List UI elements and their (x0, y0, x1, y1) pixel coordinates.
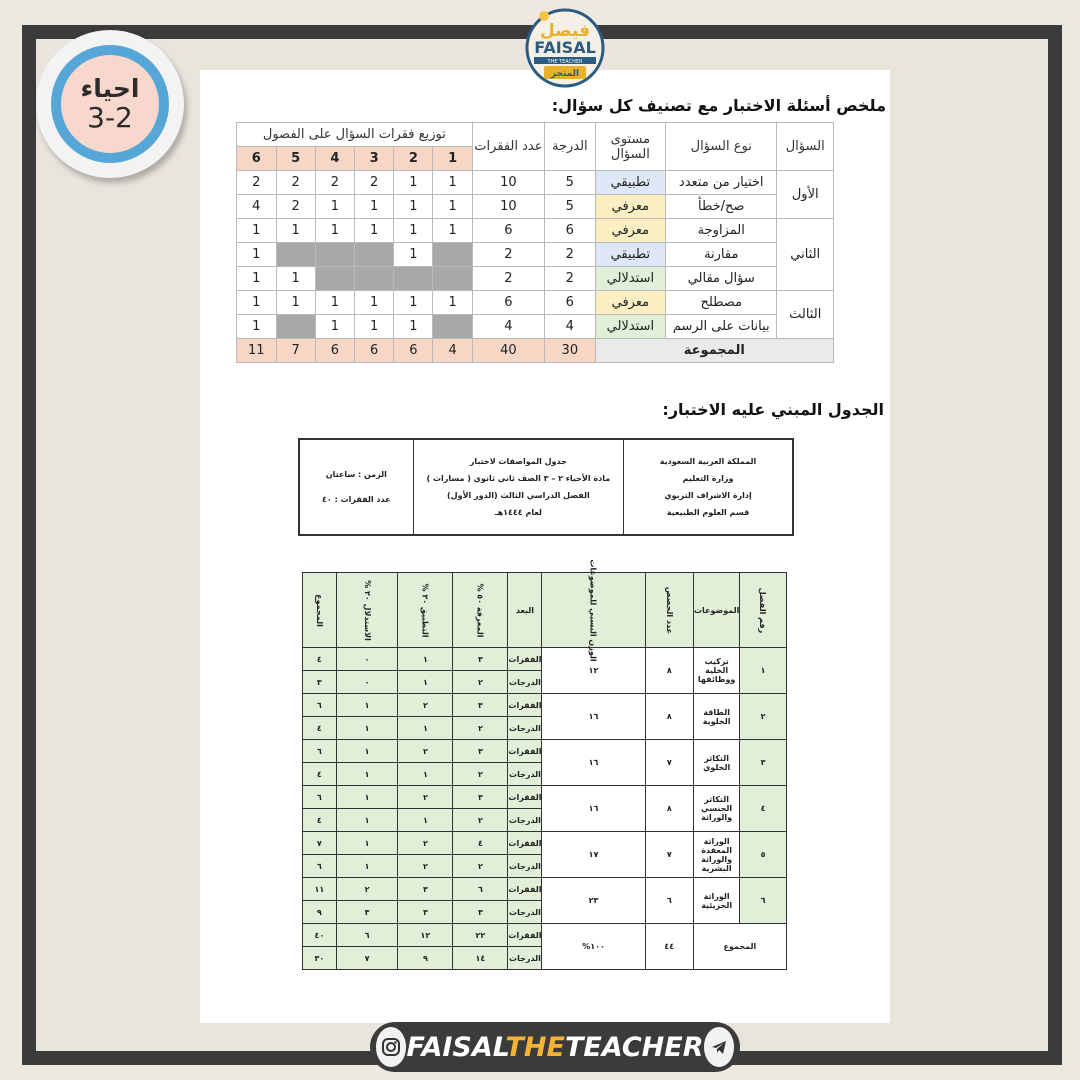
chapter-number: ٢ (740, 694, 786, 740)
items-cell: ٦ (303, 694, 337, 717)
spec-header-right (623, 440, 792, 534)
chapter-periods: ٨ (645, 694, 693, 740)
col-level: مستوى السؤال (595, 123, 665, 171)
total-distribution: 7 (276, 339, 315, 363)
total-items-cell: ٢٢ (453, 924, 508, 947)
items-cell: ١ (398, 648, 453, 671)
spec-column-header: الوزن النسبي للموضوعات (542, 573, 645, 648)
distribution-cell: 1 (394, 243, 433, 267)
chapter-periods: ٧ (645, 832, 693, 878)
chapter-number: ٦ (740, 878, 786, 924)
chapter-number: ٤ (740, 786, 786, 832)
distribution-cell: 1 (276, 219, 315, 243)
total-grades-cell: ٩ (398, 947, 453, 970)
total-grades-cell: ٧ (336, 947, 398, 970)
summary-table (236, 122, 834, 363)
dimension-label: الدرجات (508, 717, 542, 740)
grades-cell: ٣ (453, 901, 508, 924)
spec-row (303, 648, 787, 671)
question-grade: 4 (545, 315, 596, 339)
spec-header-line: الزمن : ساعتان (325, 470, 387, 479)
distribution-cell: 1 (433, 219, 472, 243)
col-type: نوع السؤال (666, 123, 777, 171)
grades-cell: ٣ (303, 671, 337, 694)
question-type: سؤال مقالي (666, 267, 777, 291)
chapter-periods: ٧ (645, 740, 693, 786)
col-distribution: توزيع فقرات السؤال على الفصول (237, 123, 473, 147)
question-name: الثاني (777, 219, 834, 291)
spec-header-line: عدد الفقرات : ٤٠ (322, 495, 391, 504)
spec-row (303, 878, 787, 901)
distribution-cell (315, 267, 354, 291)
spec-total-periods: ٤٤ (645, 924, 693, 970)
chapter-weight: ١٦ (542, 786, 645, 832)
chapter-weight: ١٦ (542, 740, 645, 786)
col-count: عدد الفقرات (472, 123, 544, 171)
items-cell: ٤ (453, 832, 508, 855)
question-grade: 2 (545, 267, 596, 291)
spec-total-weight: ١٠٠% (542, 924, 645, 970)
spec-column-header: رقم الفصل (740, 573, 786, 648)
svg-text:FAISAL: FAISAL (534, 38, 596, 57)
dimension-label: الدرجات (508, 901, 542, 924)
total-distribution: 6 (315, 339, 354, 363)
spec-total-row (303, 924, 787, 947)
spec-header-left (300, 440, 413, 534)
telegram-icon[interactable] (704, 1027, 734, 1067)
spec-header-line: إدارة الاشراف التربوي (664, 491, 752, 500)
question-name: الأول (777, 171, 834, 219)
distribution-cell: 1 (237, 243, 277, 267)
spec-row (303, 740, 787, 763)
distribution-cell: 1 (394, 291, 433, 315)
table-row (237, 219, 834, 243)
badge-level: 3-2 (87, 101, 133, 134)
grades-cell: ١ (336, 809, 398, 832)
spec-header-box (298, 438, 794, 536)
distribution-cell: 1 (355, 315, 394, 339)
grades-cell: ١ (398, 717, 453, 740)
grades-cell: ٤ (303, 809, 337, 832)
grades-cell: ٩ (303, 901, 337, 924)
total-grades-cell: ١٤ (453, 947, 508, 970)
question-type: صح/خطأ (666, 195, 777, 219)
dimension-label: الدرجات (508, 947, 542, 970)
chapter-number: ٣ (740, 740, 786, 786)
grades-cell: ٢ (398, 855, 453, 878)
items-cell: ٣ (453, 648, 508, 671)
items-cell: ٣ (398, 878, 453, 901)
chapter-header: 6 (237, 147, 277, 171)
question-grade: 6 (545, 291, 596, 315)
items-cell: ٤ (303, 648, 337, 671)
spec-column-header: التطبيق ٣٠ % (398, 573, 453, 648)
items-cell: ٠ (336, 648, 398, 671)
distribution-cell: 1 (237, 219, 277, 243)
spec-table (302, 558, 787, 970)
distribution-cell: 1 (315, 195, 354, 219)
question-level: معرفي (595, 219, 665, 243)
items-cell: ٦ (453, 878, 508, 901)
question-count: 2 (472, 267, 544, 291)
total-grades-cell: ٣٠ (303, 947, 337, 970)
items-cell: ٦ (303, 786, 337, 809)
chapter-header: 3 (355, 147, 394, 171)
total-distribution: 11 (237, 339, 277, 363)
dimension-label: الفقرات (508, 740, 542, 763)
question-level: معرفي (595, 195, 665, 219)
subject-badge (36, 30, 184, 178)
chapter-header: 5 (276, 147, 315, 171)
question-count: 6 (472, 291, 544, 315)
question-level: تطبيقي (595, 171, 665, 195)
items-cell: ٢ (398, 740, 453, 763)
faisal-logo (520, 2, 610, 88)
question-count: 10 (472, 171, 544, 195)
items-cell: ٢ (398, 694, 453, 717)
dimension-label: الفقرات (508, 924, 542, 947)
spec-column-header: المجموع (303, 573, 337, 648)
items-cell: ١ (336, 832, 398, 855)
dimension-label: الفقرات (508, 648, 542, 671)
spec-header-line: المملكة العربية السعودية (659, 457, 757, 466)
chapter-weight: ١٦ (542, 694, 645, 740)
items-cell: ٦ (303, 740, 337, 763)
items-cell: ٧ (303, 832, 337, 855)
spec-column-header: البعد (508, 573, 542, 648)
grades-cell: ٦ (303, 855, 337, 878)
table-row (237, 291, 834, 315)
distribution-cell: 1 (237, 315, 277, 339)
table-row (237, 243, 834, 267)
summary-title: ملخص أسئلة الاختبار مع تصنيف كل سؤال: (551, 96, 886, 115)
total-items-cell: ٦ (336, 924, 398, 947)
spec-total-label: المجموع (693, 924, 786, 970)
question-count: 2 (472, 243, 544, 267)
distribution-cell (276, 315, 315, 339)
dimension-label: الدرجات (508, 763, 542, 786)
table-row (237, 171, 834, 195)
table-row (237, 315, 834, 339)
svg-text:فيصل: فيصل (540, 21, 590, 41)
instagram-icon[interactable] (376, 1027, 406, 1067)
grades-cell: ٢ (453, 717, 508, 740)
distribution-cell: 1 (315, 291, 354, 315)
distribution-cell (433, 243, 472, 267)
chapter-periods: ٨ (645, 786, 693, 832)
col-grade: الدرجة (545, 123, 596, 171)
spec-column-header: الاستدلال ٢٠ % (336, 573, 398, 648)
spec-header-line: الفصل الدراسي الثالث (الدور الأول) (447, 491, 590, 500)
question-type: بيانات على الرسم (666, 315, 777, 339)
distribution-cell: 1 (355, 291, 394, 315)
distribution-cell: 1 (394, 219, 433, 243)
svg-text:THE TEACHER: THE TEACHER (547, 59, 583, 65)
spec-title: الجدول المبني عليه الاختبار: (662, 400, 884, 419)
question-level: استدلالي (595, 267, 665, 291)
spec-header-line: جدول المواصفات لاختبار (469, 457, 567, 466)
grades-cell: ٢ (453, 671, 508, 694)
grades-cell: ١ (336, 717, 398, 740)
distribution-cell: 4 (237, 195, 277, 219)
distribution-cell: 1 (315, 219, 354, 243)
spec-column-header: المعرفة ٥٠ % (453, 573, 508, 648)
distribution-cell: 1 (315, 315, 354, 339)
spec-row (303, 832, 787, 855)
chapter-topic: الطاقة الخلوية (693, 694, 739, 740)
distribution-cell: 2 (276, 195, 315, 219)
distribution-cell: 1 (276, 267, 315, 291)
spec-row (303, 694, 787, 717)
document-page (200, 70, 890, 1023)
distribution-cell (276, 243, 315, 267)
distribution-cell: 2 (355, 171, 394, 195)
spec-header-line: مادة الأحياء ٢ – ٣ الصف ثاني ثانوي ( مسارات ) (426, 474, 611, 483)
table-row (237, 267, 834, 291)
distribution-cell: 1 (355, 195, 394, 219)
chapter-weight: ٢٣ (542, 878, 645, 924)
dimension-label: الفقرات (508, 878, 542, 901)
chapter-header: 4 (315, 147, 354, 171)
total-items-cell: ١٢ (398, 924, 453, 947)
grades-cell: ٣ (336, 901, 398, 924)
items-cell: ٣ (453, 786, 508, 809)
question-type: مصطلح (666, 291, 777, 315)
spec-header-center (413, 440, 623, 534)
question-grade: 6 (545, 219, 596, 243)
chapter-topic: التكاثر الجنسي والوراثة (693, 786, 739, 832)
chapter-weight: ١٢ (542, 648, 645, 694)
chapter-periods: ٨ (645, 648, 693, 694)
distribution-cell: 1 (433, 171, 472, 195)
distribution-cell (394, 267, 433, 291)
question-level: استدلالي (595, 315, 665, 339)
chapter-number: ١ (740, 648, 786, 694)
distribution-cell (433, 267, 472, 291)
distribution-cell: 1 (394, 171, 433, 195)
items-cell: ٣ (453, 694, 508, 717)
distribution-cell: 1 (394, 195, 433, 219)
total-row (237, 339, 834, 363)
question-level: معرفي (595, 291, 665, 315)
grades-cell: ٢ (453, 809, 508, 832)
distribution-cell: 2 (237, 171, 277, 195)
dimension-label: الفقرات (508, 832, 542, 855)
dimension-label: الفقرات (508, 694, 542, 717)
distribution-cell: 1 (433, 195, 472, 219)
spec-header-line: لعام ١٤٤٤هـ (494, 508, 542, 517)
badge-subject: احياء (80, 74, 140, 103)
distribution-cell: 1 (433, 291, 472, 315)
distribution-cell: 1 (237, 267, 277, 291)
grades-cell: ٢ (453, 763, 508, 786)
question-level: تطبيقي (595, 243, 665, 267)
chapter-header: 2 (394, 147, 433, 171)
question-name: الثالث (777, 291, 834, 339)
chapter-topic: تركيب الخلية ووظائفها (693, 648, 739, 694)
question-type: اختيار من متعدد (666, 171, 777, 195)
total-distribution: 6 (394, 339, 433, 363)
total-items-cell: ٤٠ (303, 924, 337, 947)
chapter-topic: الوراثة الجزيئية (693, 878, 739, 924)
distribution-cell: 1 (237, 291, 277, 315)
spec-column-header: عدد الحصص (645, 573, 693, 648)
chapter-number: ٥ (740, 832, 786, 878)
distribution-cell: 1 (276, 291, 315, 315)
dimension-label: الفقرات (508, 786, 542, 809)
items-cell: ٣ (453, 740, 508, 763)
chapter-topic: الوراثة المعقدة والوراثة البشرية (693, 832, 739, 878)
distribution-cell (315, 243, 354, 267)
question-type: مقارنة (666, 243, 777, 267)
question-count: 4 (472, 315, 544, 339)
grades-cell: ١ (336, 855, 398, 878)
total-distribution: 6 (355, 339, 394, 363)
spec-header-line: قسم العلوم الطبيعية (666, 508, 750, 517)
question-grade: 5 (545, 171, 596, 195)
grades-cell: ٢ (453, 855, 508, 878)
total-grade: 30 (545, 339, 596, 363)
chapter-periods: ٦ (645, 878, 693, 924)
chapter-topic: التكاثر الخلوي (693, 740, 739, 786)
footer-bar (370, 1022, 740, 1072)
grades-cell: ٣ (398, 901, 453, 924)
items-cell: ١ (336, 786, 398, 809)
chapter-weight: ١٧ (542, 832, 645, 878)
spec-header-line: وزارة التعليم (682, 474, 734, 483)
question-type: المزاوجة (666, 219, 777, 243)
distribution-cell (433, 315, 472, 339)
spec-row (303, 786, 787, 809)
col-question: السؤال (777, 123, 834, 171)
grades-cell: ٤ (303, 763, 337, 786)
grades-cell: ١ (336, 763, 398, 786)
question-count: 10 (472, 195, 544, 219)
question-grade: 2 (545, 243, 596, 267)
distribution-cell (355, 267, 394, 291)
question-grade: 5 (545, 195, 596, 219)
total-label: المجموعة (595, 339, 833, 363)
grades-cell: ١ (398, 809, 453, 832)
total-count: 40 (472, 339, 544, 363)
items-cell: ١١ (303, 878, 337, 901)
question-count: 6 (472, 219, 544, 243)
svg-text:المتجر: المتجر (550, 69, 580, 79)
distribution-cell: 2 (276, 171, 315, 195)
chapter-header: 1 (433, 147, 472, 171)
dimension-label: الدرجات (508, 809, 542, 832)
table-row (237, 195, 834, 219)
grades-cell: ٠ (336, 671, 398, 694)
dimension-label: الدرجات (508, 671, 542, 694)
grades-cell: ٤ (303, 717, 337, 740)
distribution-cell: 1 (355, 219, 394, 243)
grades-cell: ١ (398, 763, 453, 786)
distribution-cell: 1 (394, 315, 433, 339)
dimension-label: الدرجات (508, 855, 542, 878)
items-cell: ٢ (398, 832, 453, 855)
footer-brand: FAISALTHETEACHER (406, 1031, 704, 1063)
items-cell: ١ (336, 694, 398, 717)
distribution-cell (355, 243, 394, 267)
items-cell: ١ (336, 740, 398, 763)
total-distribution: 4 (433, 339, 472, 363)
items-cell: ٢ (336, 878, 398, 901)
grades-cell: ١ (398, 671, 453, 694)
distribution-cell: 2 (315, 171, 354, 195)
spec-column-header: الموضوعات (693, 573, 739, 648)
items-cell: ٢ (398, 786, 453, 809)
